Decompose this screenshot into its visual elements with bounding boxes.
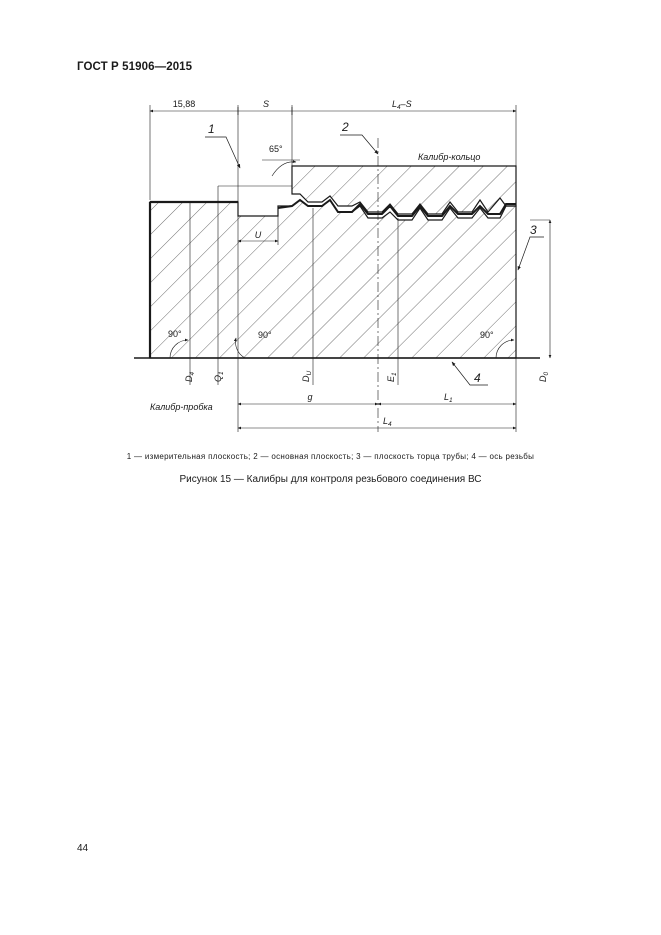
figure-legend: 1 — измерительная плоскость; 2 — основная плоскость; 3 — плоскость торца трубы; 4 — ось резьбы — [126, 452, 535, 461]
dim-15-88: 15,88 — [172, 99, 196, 109]
figure-caption: Рисунок 15 — Калибры для контроля резьбового соединения ВС — [179, 474, 482, 485]
angle-65: 65° — [269, 144, 283, 154]
gauge-drawing — [0, 0, 661, 440]
callout-3: 3 — [530, 223, 537, 237]
dim-s: S — [262, 99, 270, 109]
label-ring-gauge: Калибр-кольцо — [418, 152, 481, 162]
diam-du: $D_U$ — [301, 370, 313, 382]
dim-l4: $L_4$ — [383, 416, 392, 428]
dim-l4-s: $L_4-S$ — [392, 99, 412, 111]
callout-4: 4 — [474, 371, 481, 385]
angle-90-left: 90° — [168, 329, 182, 339]
plug-gauge-body — [150, 200, 516, 358]
angle-90-mid: 90° — [258, 330, 272, 340]
angle-90-right: 90° — [480, 330, 494, 340]
diam-e1: $E_1$ — [386, 372, 398, 382]
diam-d0: $D_0$ — [538, 371, 550, 382]
dim-g: g — [307, 392, 313, 402]
callout-1: 1 — [208, 122, 215, 136]
page-number: 44 — [77, 843, 89, 854]
callout-2: 2 — [342, 120, 349, 134]
page-header: ГОСТ Р 51906—2015 — [77, 61, 193, 73]
diam-d4: $D_4$ — [184, 371, 196, 382]
diam-q: $Q_1$ — [213, 371, 225, 382]
dim-u: U — [254, 230, 262, 240]
dim-l1: $L_1$ — [444, 392, 453, 404]
label-plug-gauge: Калибр-пробка — [150, 402, 213, 412]
